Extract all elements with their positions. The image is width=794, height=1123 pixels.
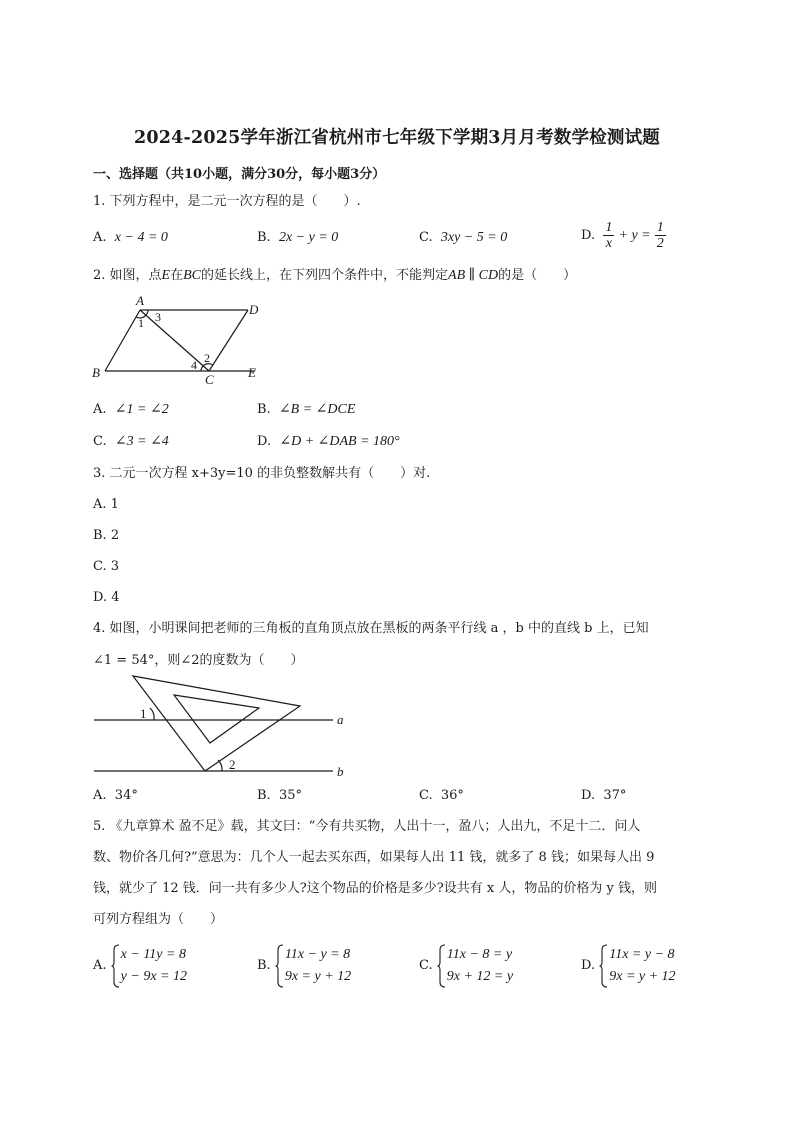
q2-option-c: C. ∠3 = ∠4 [93,434,169,449]
fraction: $\frac{1}{x}$ [605,220,613,251]
question-5-line-3: 钱，就少了 12 钱．问一共有多少人?这个物品的价格是多少?设共有 x 人，物品的价格为 y 钱，则 [93,881,657,896]
angle-arc-3 [146,310,148,315]
q5-option-b: B. 11x − y = 8 9x = y + 12 [257,944,351,988]
question-5-line-4: 可列方程组为（ ） [93,912,224,927]
q4-option-b: B. 35° [257,788,302,803]
label-c: C [205,372,214,386]
label-d: D [249,302,259,317]
q5-option-a: A. x − 11y = 8 y − 9x = 12 [93,944,187,988]
label-angle-1: 1 [140,706,147,721]
q4-option-d: D. 37° [581,788,627,803]
label-angle-1: 1 [138,316,144,330]
label-b: B [92,365,100,380]
q2-option-a: A. ∠1 = ∠2 [93,402,169,417]
q2-parallelogram-figure [88,292,278,386]
label-angle-4: 4 [191,358,197,372]
question-1-stem: 1. 下列方程中，是二元一次方程的是（ ）. [93,194,361,209]
q2-option-b: B. ∠B = ∠DCE [257,402,356,417]
label-angle-2: 2 [204,351,210,365]
brace-icon [599,944,608,988]
brace-icon [111,944,120,988]
q5-option-d: D. 11x = y − 8 9x = y + 12 [581,944,676,988]
question-2-stem: 2. 如图，点E在BC的延长线上，在下列四个条件中，不能判定AB ∥ CD的是（ ） [93,268,577,283]
page-title: 2024-2025学年浙江省杭州市七年级下学期3月月考数学检测试题 [134,128,660,148]
q2-option-d: D. ∠D + ∠DAB = 180° [257,434,400,449]
q3-option-d: D. 4 [93,590,120,605]
q1-option-d: D. $\frac{1}{x}$ + y = $\frac{1}{2}$ [581,220,664,251]
q1-option-a: A. x − 4 = 0 [93,230,168,245]
q1-option-b: B. 2x − y = 0 [257,230,339,245]
brace-icon [437,944,446,988]
q5-option-c: C. 11x − 8 = y 9x + 12 = y [419,944,513,988]
line-dc [209,310,248,371]
section-heading: 一、选择题（共10小题，满分30分，每小题3分） [93,167,386,182]
label-angle-2: 2 [229,757,236,772]
q3-option-a: A. 1 [93,497,119,512]
q3-option-c: C. 3 [93,559,120,574]
label-line-b: b [337,764,344,779]
equation-system: x − 11y = 8 y − 9x = 12 [111,944,187,988]
question-4-line-1: 4. 如图，小明课间把老师的三角板的直角顶点放在黑板的两条平行线 a ，b 中的直线 b 上，已知 [93,621,649,636]
angle-arc-1 [150,708,154,720]
question-5-line-2: 数、物价各几何?”意思为：几个人一起去买东西，如果每人出 11 钱，就多了 8 钱；如果每人出 9 [93,850,655,865]
line-ac [140,310,209,371]
label-angle-3: 3 [155,310,161,324]
brace-icon [275,944,284,988]
question-5-line-1: 5. 《九章算术 盈不足》载，其文曰：“今有共买物，人出十一，盈八；人出九，不足十二．问人 [93,819,641,834]
set-square-outer [133,676,300,771]
label-a: A [136,293,144,308]
equation-system: 11x − 8 = y 9x + 12 = y [437,944,513,988]
line-ab [105,310,140,371]
label-e: E [248,365,256,380]
angle-arc-4 [201,366,203,371]
label-line-a: a [337,712,344,727]
q1-option-c: C. 3xy − 5 = 0 [419,230,508,245]
equation-system: 11x = y − 8 9x = y + 12 [599,944,675,988]
q4-set-square-figure [88,668,358,783]
equation-system: 11x − y = 8 9x = y + 12 [275,944,351,988]
fraction: $\frac{1}{2}$ [656,220,664,251]
question-3-stem: 3. 二元一次方程 x+3y=10 的非负整数解共有（ ）对. [93,466,431,481]
q4-option-c: C. 36° [419,788,464,803]
q3-option-b: B. 2 [93,528,120,543]
q4-option-a: A. 34° [93,788,138,803]
set-square-inner [174,695,259,743]
question-4-line-2: ∠1 = 54°，则∠2的度数为（ ） [93,653,304,668]
